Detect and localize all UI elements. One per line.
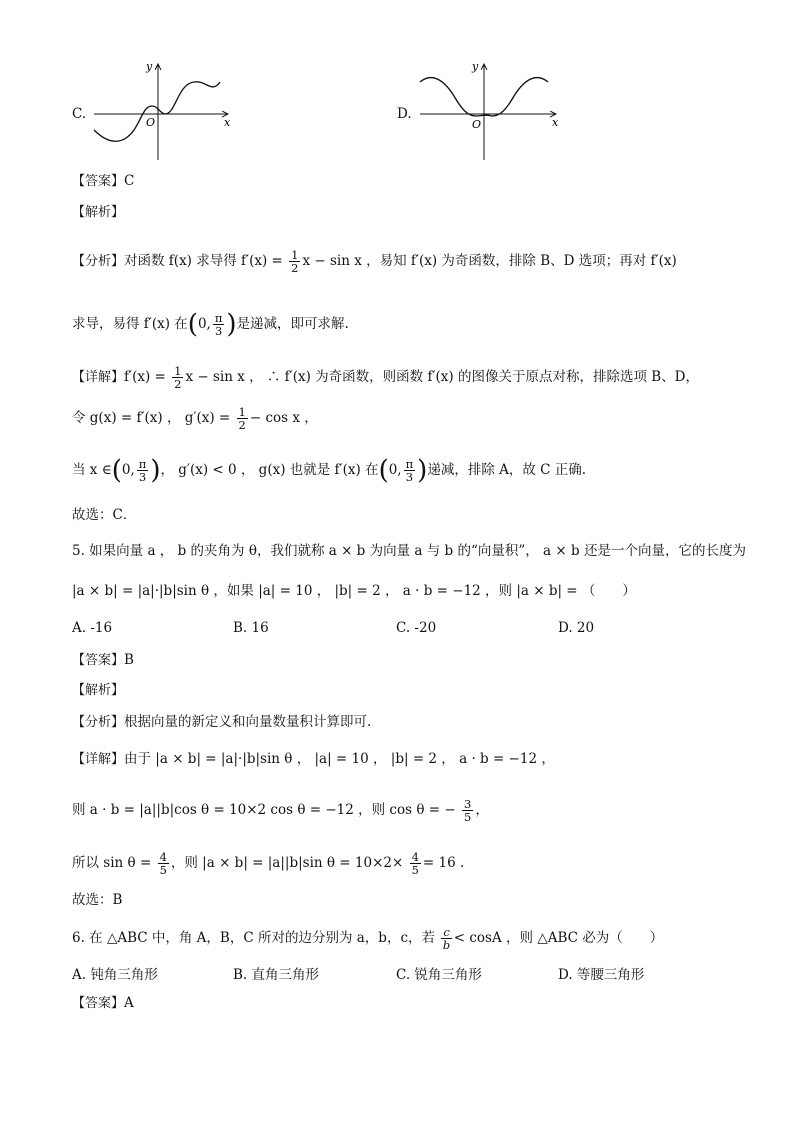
q4-analysis-line-2: 求导，易得 f′(x) 在(0, $\frac{\pi}{3}$ )是递减，即可求解. bbox=[72, 309, 349, 340]
q4-detail-line-3: 当 x ∈(0, $\frac{\pi}{3}$ )， g′(x) < 0 ， g(x) 也就是 f′(x) 在(0, $\frac{\pi}{3}$ )递减，排除 A，故 C 正确. bbox=[72, 455, 587, 486]
graph-c-origin-label: O bbox=[146, 116, 156, 129]
q4-jiexi-tag: 【解析】 bbox=[72, 205, 125, 220]
answer-tag: 【答案】 bbox=[72, 174, 125, 189]
q6-option-a: A. 钝角三角形 bbox=[72, 967, 158, 983]
fraction: $\frac{1}{2}$ bbox=[174, 364, 182, 391]
q5-stem-line-1: 5. 如果向量 a ， b 的夹角为 θ，我们就称 a × b 为向量 a 与 b 的“向量积”， a × b 还是一个向量，它的长度为 bbox=[72, 543, 746, 559]
q6-stem: 6. 在 △ABC 中，角 A，B，C 所对的边分别为 a，b，c，若 $\frac{c}{b}$ < cosA ，则 △ABC 必为（ ） bbox=[72, 925, 664, 952]
graph-d-x-label: x bbox=[552, 116, 559, 129]
q6-option-c: C. 锐角三角形 bbox=[396, 967, 482, 983]
q4-analysis-line-1 bbox=[72, 249, 677, 274]
q5-option-a: A. -16 bbox=[72, 620, 113, 636]
q5-analysis-line: 【分析】根据向量的新定义和向量数量积计算即可. bbox=[72, 714, 372, 730]
fraction: $\frac{4}{5}$ bbox=[159, 850, 167, 877]
graph-c bbox=[90, 56, 250, 166]
q5-detail-line-2: 则 a · b = |a||b|cos θ = 10×2 cos θ = −12 ，则 cos θ = − $\frac{3}{5}$ ， bbox=[72, 797, 489, 824]
fraction: $\frac{c}{b}$ bbox=[442, 925, 451, 952]
q6-answer-line bbox=[72, 994, 134, 1013]
q4-analysis-text: 对函数 f(x) 求导得 f′(x) = bbox=[124, 253, 283, 269]
answer-tag: 【答案】 bbox=[72, 996, 125, 1011]
graph-c-x-label: x bbox=[224, 116, 231, 129]
q5-stem-line-2: |a × b| = |a|·|b|sin θ ，如果 |a| = 10 ， |b| = 2 ， a · b = −12 ，则 |a × b| = （ ） bbox=[72, 583, 636, 599]
answer-tag: 【答案】 bbox=[72, 653, 125, 668]
fraction: $\frac{4}{5}$ bbox=[411, 850, 419, 877]
graph-d-y-label: y bbox=[472, 60, 479, 73]
q4-answer: C bbox=[124, 173, 135, 189]
q5-jiexi-tag: 【解析】 bbox=[72, 683, 125, 698]
q4-analysis-text: x − sin x ，易知 f′(x) 为奇函数，排除 B、D 选项；再对 f′(x) bbox=[302, 253, 677, 269]
option-d-label: D. bbox=[397, 106, 412, 122]
detail-tag: 【详解】 bbox=[72, 370, 125, 385]
fraction: $\frac{3}{5}$ bbox=[463, 797, 472, 824]
q4-detail-line-2: 令 g(x) = f′(x) ， g′(x) = $\frac{1}{2}$ − cos x ， bbox=[72, 405, 318, 432]
q5-conclusion: 故选：B bbox=[72, 892, 123, 908]
q5-option-b: B. 16 bbox=[233, 620, 269, 636]
q5-option-c: C. -20 bbox=[396, 620, 437, 636]
fraction: $\frac{\pi}{3}$ bbox=[138, 457, 147, 484]
q6-answer: A bbox=[124, 995, 134, 1011]
q5-detail-line-3: 所以 sin θ = $\frac{4}{5}$ ，则 |a × b| = |a||b|sin θ = 10×2× $\frac{4}{5}$ = 16 . bbox=[72, 850, 465, 877]
q4-answer-line bbox=[72, 172, 134, 191]
q6-option-d: D. 等腰三角形 bbox=[558, 967, 645, 983]
q5-detail-line-1: 【详解】由于 |a × b| = |a|·|b|sin θ ， |a| = 10 ， |b| = 2 ， a · b = −12 ， bbox=[72, 751, 555, 767]
detail-tag: 【详解】 bbox=[72, 752, 125, 767]
analysis-tag: 【分析】 bbox=[72, 715, 125, 730]
fraction: $\frac{1}{2}$ bbox=[238, 405, 246, 432]
graph-d bbox=[416, 56, 566, 166]
fraction: $\frac{1}{2}$ bbox=[291, 248, 299, 275]
q4-analysis-text: 是递减，即可求解. bbox=[236, 316, 349, 332]
graph-c-y-label: y bbox=[146, 60, 153, 73]
graph-d-origin-label: O bbox=[472, 118, 482, 131]
q4-detail-line-1: 【详解】f′(x) = $\frac{1}{2}$ x − sin x ， ∴ f′(x) 为奇函数，则函数 f′(x) 的图像关于原点对称，排除选项 B、D， bbox=[72, 364, 700, 391]
fraction: $\frac{\pi}{3}$ bbox=[405, 457, 414, 484]
analysis-tag: 【分析】 bbox=[72, 254, 125, 269]
q5-answer-line bbox=[72, 651, 134, 670]
q5-option-d: D. 20 bbox=[558, 620, 595, 636]
q6-option-b: B. 直角三角形 bbox=[233, 967, 320, 983]
q4-analysis-text: 求导，易得 f′(x) 在 bbox=[72, 316, 188, 332]
option-c-label: C. bbox=[72, 106, 87, 122]
fraction: $\frac{\pi}{3}$ bbox=[214, 311, 223, 338]
q5-answer: B bbox=[124, 652, 134, 668]
q4-conclusion: 故选：C． bbox=[72, 507, 137, 523]
